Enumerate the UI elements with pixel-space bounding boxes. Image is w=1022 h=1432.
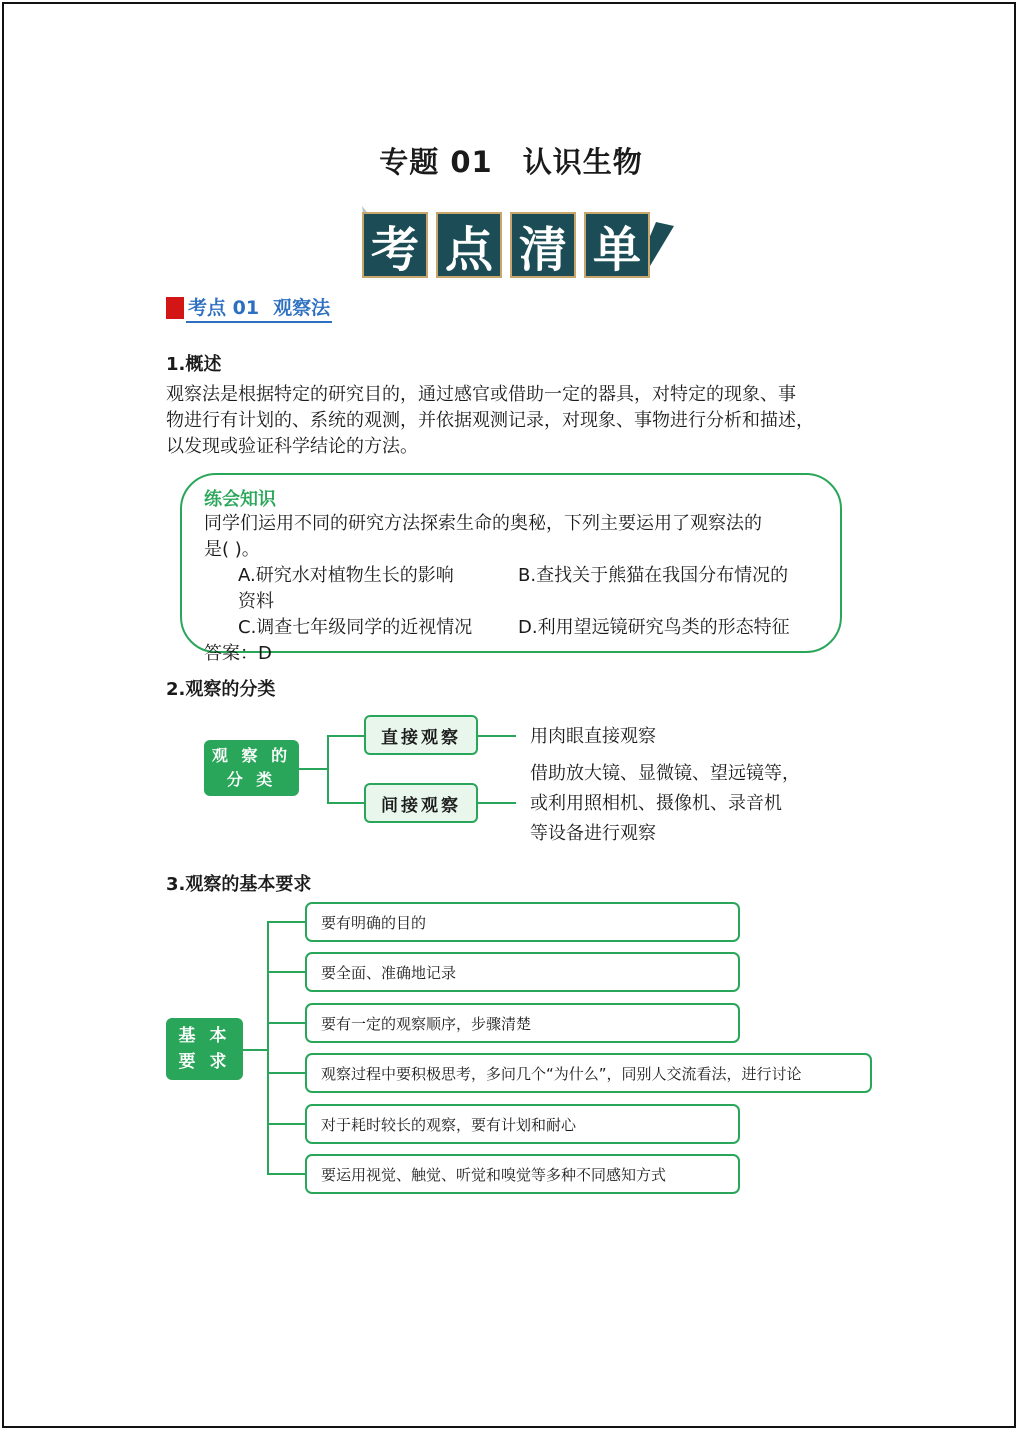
- requirement-item: 对于耗时较长的观察，要有计划和耐心: [305, 1104, 740, 1144]
- requirements-heading: 3.观察的基本要求: [166, 874, 312, 895]
- connector: [267, 1173, 305, 1175]
- indirect-observation-desc: 借助放大镜、显微镜、望远镜等， 或利用照相机、摄像机、录音机 等设备进行观察: [530, 763, 800, 844]
- option-b-continued: 资料: [238, 591, 274, 612]
- banner-tile: 考: [362, 212, 428, 278]
- practice-box: [180, 473, 842, 664]
- connector: [243, 1049, 268, 1051]
- overview-heading: 1.概述: [166, 354, 222, 375]
- section-marker: [166, 297, 184, 319]
- indirect-observation-node: 间接观察: [364, 783, 478, 823]
- option-b: B.查找关于熊猫在我国分布情况的: [518, 565, 789, 586]
- requirement-item: 要有一定的观察顺序，步骤清楚: [305, 1003, 740, 1043]
- connector: [267, 971, 305, 973]
- connector: [267, 1022, 305, 1024]
- option-d: D.利用望远镜研究鸟类的形态特征: [518, 617, 790, 638]
- requirement-item: 要有明确的目的: [305, 902, 740, 942]
- classification-heading: 2.观察的分类: [166, 679, 276, 700]
- banner: [358, 204, 678, 284]
- banner-tile: 单: [584, 212, 650, 278]
- practice-answer: 答案：D: [204, 643, 272, 664]
- direct-observation-desc: 用肉眼直接观察: [530, 726, 656, 747]
- section-tag: [166, 295, 332, 321]
- banner-tile: 清: [510, 212, 576, 278]
- connector: [299, 768, 328, 770]
- connector: [327, 802, 365, 804]
- page-title: 专题 01 认识生物: [379, 145, 643, 179]
- option-c: C.调查七年级同学的近视情况: [238, 617, 473, 638]
- requirement-item: 要运用视觉、触觉、听觉和嗅觉等多种不同感知方式: [305, 1154, 740, 1194]
- connector: [267, 921, 269, 1175]
- connector: [267, 1123, 305, 1125]
- classification-root: 观 察 的 分 类: [204, 740, 299, 796]
- requirements-root: 基 本 要 求: [166, 1018, 243, 1080]
- connector: [267, 921, 305, 923]
- connector: [327, 735, 365, 737]
- connector: [478, 735, 516, 737]
- banner-tile: 点: [436, 212, 502, 278]
- connector: [478, 802, 516, 804]
- connector: [267, 1072, 305, 1074]
- overview-text: 观察法是根据特定的研究目的，通过感官或借助一定的器具，对特定的现象、事 物进行有计划的、系统的观测，并依据观测记录，对现象、事物进行分析和描述， 以发现或验证科学结论的方法。: [166, 384, 814, 457]
- practice-question: 同学们运用不同的研究方法探索生命的奥秘，下列主要运用了观察法的 是( )。: [204, 513, 762, 560]
- option-a: A.研究水对植物生长的影响: [238, 565, 454, 586]
- direct-observation-node: 直接观察: [364, 715, 478, 755]
- practice-title: 练会知识: [204, 489, 276, 510]
- connector: [327, 735, 329, 804]
- requirement-item: 要全面、准确地记录: [305, 952, 740, 992]
- requirement-item: 观察过程中要积极思考，多问几个“为什么”，同别人交流看法，进行讨论: [305, 1053, 872, 1093]
- section-title: 考点 01 观察法: [186, 293, 332, 323]
